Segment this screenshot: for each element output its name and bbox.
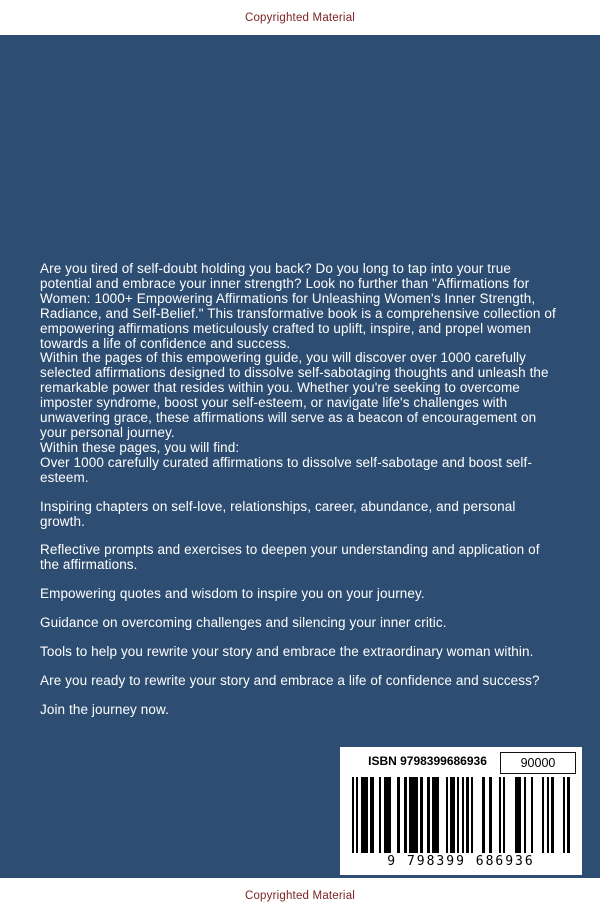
blurb-paragraph: Join the journey now. [40, 701, 169, 717]
isbn-label: ISBN 9798399686936 [368, 754, 487, 768]
barcode-digits: 9 798399 686936 [387, 854, 535, 869]
bar-module [567, 777, 569, 853]
barcode-header [350, 750, 572, 775]
blurb-paragraph: Guidance on overcoming challenges and silencing your inner critic. [40, 615, 447, 631]
blurb-paragraph: Within these pages, you will find: [40, 439, 240, 455]
copyright-banner-bottom [0, 878, 600, 914]
blurb-paragraph: Within the pages of this empowering guide, you will discover over 1000 carefully selected affirmations designed to dissolve self-sabotaging thoughts and unleash the remarkable power that resides within you. Whether you're seeking to overcome imposter syndrome, boost your self-esteem, or navigate life's challenges with unwavering grace, these affirmations will serve as a beacon of encouragement on your personal journey. [40, 350, 549, 440]
blurb-paragraph: Over 1000 carefully curated affirmations to dissolve self-sabotage and boost self-esteem. [40, 454, 532, 485]
copyright-text-bottom: Copyrighted Material [244, 890, 356, 902]
barcode-panel [340, 747, 582, 875]
book-back-cover [0, 35, 600, 878]
blurb-paragraph: Are you ready to rewrite your story and embrace a life of confidence and success? [40, 672, 540, 688]
back-cover-blurb [40, 262, 562, 718]
copyright-text-top: Copyrighted Material [244, 11, 356, 24]
blurb-paragraph: Inspiring chapters on self-love, relationships, career, abundance, and personal growth. [40, 498, 516, 529]
blurb-paragraph: Reflective prompts and exercises to deepen your understanding and application of the affirmations. [40, 542, 540, 573]
blurb-paragraph: Empowering quotes and wisdom to inspire you on your journey. [40, 586, 425, 602]
price-code-box: 90000 [500, 752, 576, 774]
blurb-paragraph: Tools to help you rewrite your story and embrace the extraordinary woman within. [40, 644, 534, 660]
barcode-bars [352, 777, 571, 853]
copyright-banner-top [0, 0, 600, 35]
blurb-paragraph: Are you tired of self-doubt holding you back? Do you long to tap into your true potential and embrace your inner strength? Look no further than "Affirmations for Women: 1000+ Empowering Affirmations for Unleashing Women's Inner Strength, Radiance, and Self-Belief." This transformative book is a comprehensive collection of empowering affirmations meticulously crafted to uplift, inspire, and propel women towards a life of confidence and success. [40, 261, 556, 351]
